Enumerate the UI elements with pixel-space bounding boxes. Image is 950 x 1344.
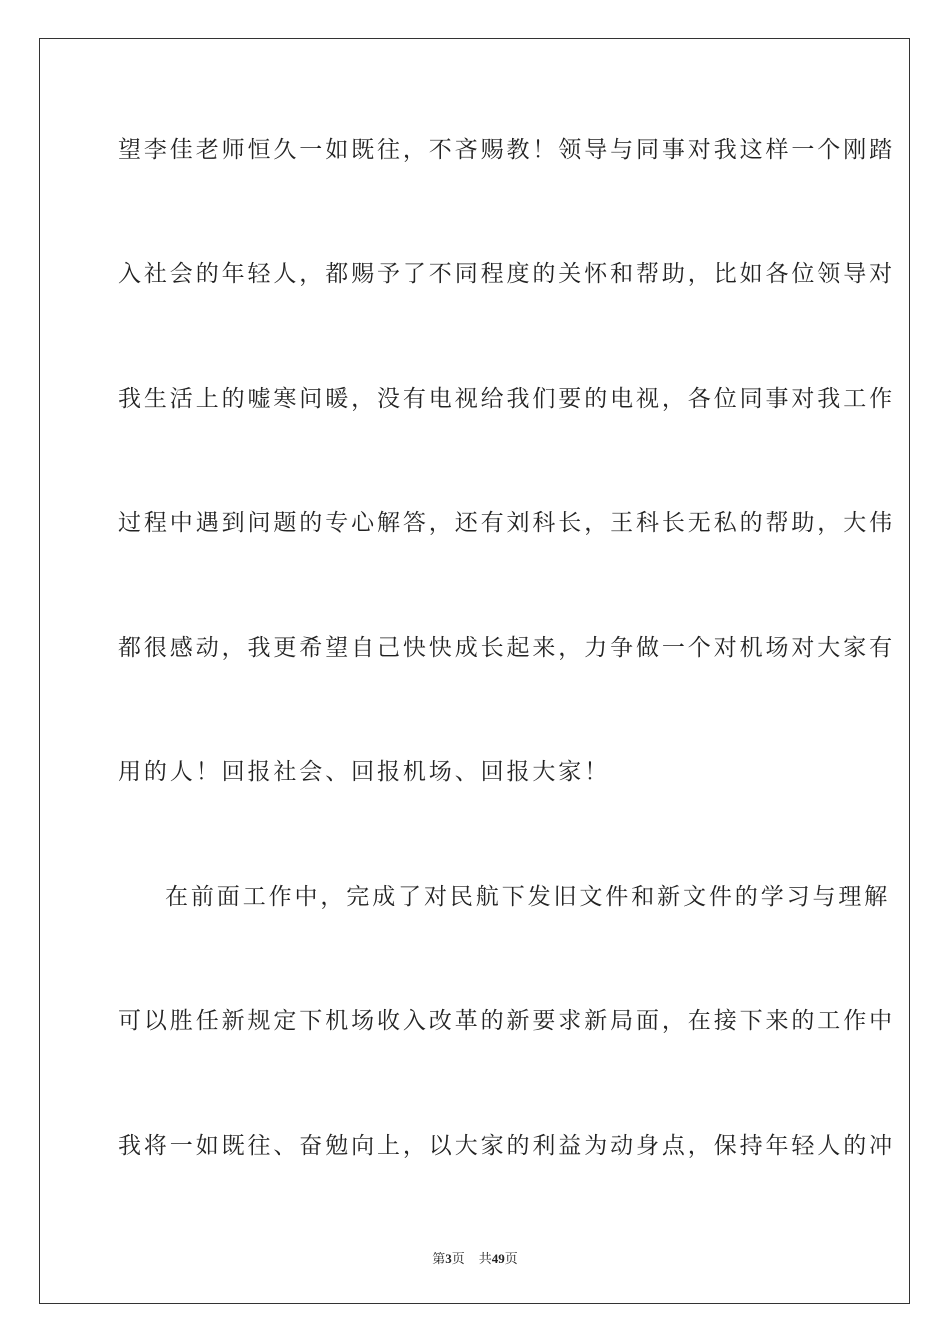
text-line-5: 都很感动，我更希望自己快快成长起来，力争做一个对机场对大家有: [118, 635, 895, 661]
footer-total-suffix: 页: [504, 1252, 518, 1267]
text-line-8: 可以胜任新规定下机场收入改革的新要求新局面，在接下来的工作中: [118, 1008, 895, 1034]
text-line-6: 用的人！回报社会、回报机场、回报大家！: [118, 759, 611, 785]
footer-total-pages: 49: [491, 1251, 505, 1266]
page-footer: [0, 1248, 950, 1267]
footer-page-suffix: 页: [451, 1252, 465, 1267]
text-line-1: 望李佳老师恒久一如既往，不吝赐教！领导与同事对我这样一个刚踏: [118, 137, 895, 163]
footer-page-prefix: 第: [432, 1252, 446, 1267]
footer-total-prefix: 共: [478, 1252, 492, 1267]
text-line-2: 入社会的年轻人，都赐予了不同程度的关怀和帮助，比如各位领导对: [118, 261, 895, 287]
text-line-9: 我将一如既往、奋勉向上，以大家的利益为动身点，保持年轻人的冲: [118, 1133, 895, 1159]
text-line-3: 我生活上的嘘寒问暖，没有电视给我们要的电视，各位同事对我工作: [118, 386, 895, 412]
page-border: [39, 38, 910, 1304]
footer-page-number: 3: [445, 1251, 452, 1266]
text-line-4: 过程中遇到问题的专心解答，还有刘科长，王科长无私的帮助，大伟: [118, 510, 895, 536]
paragraph-2-line-1: 在前面工作中，完成了对民航下发旧文件和新文件的学习与理解: [165, 884, 891, 910]
